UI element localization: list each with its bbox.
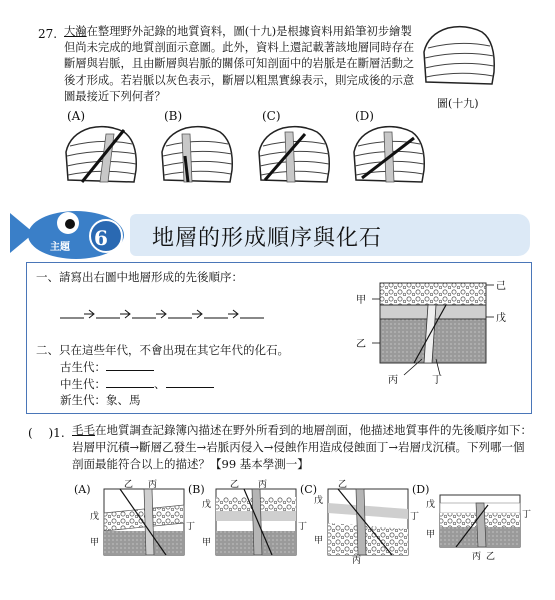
q27-option-d-label: (D) bbox=[355, 109, 374, 123]
q27-option-b-figure bbox=[158, 120, 240, 186]
era-label: 古生代： bbox=[60, 360, 106, 374]
era-answer: 象、馬 bbox=[106, 393, 141, 407]
svg-text:丁: 丁 bbox=[410, 512, 420, 522]
q1-option-d-label: (D) bbox=[412, 483, 430, 496]
svg-text:甲: 甲 bbox=[90, 538, 100, 548]
sequence-blanks bbox=[60, 303, 270, 323]
box-question-2: 二、只在這些年代，不會出現在其它年代的化石。 bbox=[36, 343, 289, 357]
q1-option-b-figure bbox=[196, 480, 308, 563]
q1-option-a-label: (A) bbox=[74, 483, 91, 496]
strata-figure bbox=[356, 275, 520, 387]
q27-option-c-label: (C) bbox=[262, 109, 281, 123]
svg-text:甲: 甲 bbox=[426, 530, 436, 540]
theme-label: 主題 bbox=[50, 242, 70, 253]
strata-label-ding: 丁 bbox=[432, 375, 442, 386]
q27-option-b-label: (B) bbox=[164, 109, 183, 123]
answer-blank[interactable] bbox=[166, 375, 214, 388]
question-1-body: 在地質調查記錄簿內描述在野外所看到的地層剖面，他描述地質事件的先後順序如下：岩層甲沉積→斷層乙發生→岩脈丙侵入→侵蝕作用造成侵蝕面丁→岩層戊沉積。下列哪一個剖面最能符合以上的描述？【99 基本學測一】 bbox=[72, 423, 532, 471]
question-27-number: 27. bbox=[38, 27, 58, 41]
q27-option-c-figure bbox=[255, 120, 337, 186]
answer-blank[interactable] bbox=[106, 375, 154, 388]
svg-text:乙: 乙 bbox=[338, 480, 348, 490]
q1-option-c-label: (C) bbox=[300, 483, 317, 496]
box-question-1: 一、請寫出右圖中地層形成的先後順序： bbox=[36, 270, 243, 284]
q1-option-c-figure bbox=[308, 480, 420, 566]
strata-label-jia: 甲 bbox=[356, 295, 366, 306]
svg-text:丁: 丁 bbox=[298, 522, 308, 532]
svg-text:乙: 乙 bbox=[230, 480, 240, 490]
svg-text:戊: 戊 bbox=[426, 500, 436, 510]
era-cenozoic bbox=[60, 392, 141, 408]
q27-option-a-label: (A) bbox=[67, 109, 86, 123]
question-27-text bbox=[64, 24, 419, 105]
strata-label-yi: 乙 bbox=[356, 339, 366, 350]
strata-label-bing: 丙 bbox=[388, 375, 398, 386]
era-label: 新生代： bbox=[60, 393, 106, 407]
era-paleozoic bbox=[60, 358, 154, 375]
separator: 、 bbox=[154, 377, 166, 391]
q27-option-d-figure bbox=[350, 120, 432, 186]
svg-text:丙: 丙 bbox=[148, 480, 158, 490]
svg-text:丁: 丁 bbox=[522, 510, 532, 520]
person-name: 毛毛 bbox=[72, 423, 95, 437]
strata-label-wu: 戊 bbox=[496, 313, 506, 324]
q1-option-b-label: (B) bbox=[188, 483, 205, 496]
question-1-text bbox=[72, 422, 532, 473]
svg-text:戊: 戊 bbox=[202, 500, 212, 510]
strata-label-ji: 己 bbox=[496, 281, 506, 292]
svg-text:戊: 戊 bbox=[314, 496, 324, 506]
svg-text:甲: 甲 bbox=[202, 538, 212, 548]
era-mesozoic bbox=[60, 375, 214, 392]
svg-text:乙: 乙 bbox=[124, 480, 134, 490]
svg-text:丁: 丁 bbox=[186, 522, 196, 532]
theme-number: 6 bbox=[94, 226, 108, 250]
svg-text:戊: 戊 bbox=[90, 512, 100, 522]
svg-text:丙: 丙 bbox=[352, 556, 362, 566]
q1-option-a-figure bbox=[84, 480, 196, 563]
q1-option-d-figure bbox=[420, 483, 530, 563]
q27-option-a-figure bbox=[62, 120, 144, 186]
svg-text:乙: 乙 bbox=[486, 552, 496, 562]
figure-19-caption: 圖(十九) bbox=[437, 97, 479, 110]
question-1-number: ( )1. bbox=[28, 426, 65, 440]
question-27-body: 在整理野外記錄的地質資料，圖(十九)是根據資料用鉛筆初步繪製但尚未完成的地質剖面示意圖。此外，資料上還記載著該地層同時存在斷層與岩脈，且由斷層與岩脈的關係可知剖面中的岩脈是在斷層活動之後才形成。若岩脈以灰色表示，斷層以粗黑實線表示，則完成後的示意圖最接近下列何者？ bbox=[64, 25, 415, 103]
era-label: 中生代： bbox=[60, 377, 106, 391]
person-name: 大瀚 bbox=[64, 25, 87, 38]
figure-19-drawing bbox=[420, 22, 500, 94]
svg-text:丙: 丙 bbox=[472, 552, 482, 562]
svg-text:甲: 甲 bbox=[314, 536, 324, 546]
answer-blank[interactable] bbox=[106, 358, 154, 371]
section-title: 地層的形成順序與化石 bbox=[152, 226, 383, 251]
svg-text:丙: 丙 bbox=[258, 480, 268, 490]
fish-mascot-icon bbox=[6, 203, 136, 263]
